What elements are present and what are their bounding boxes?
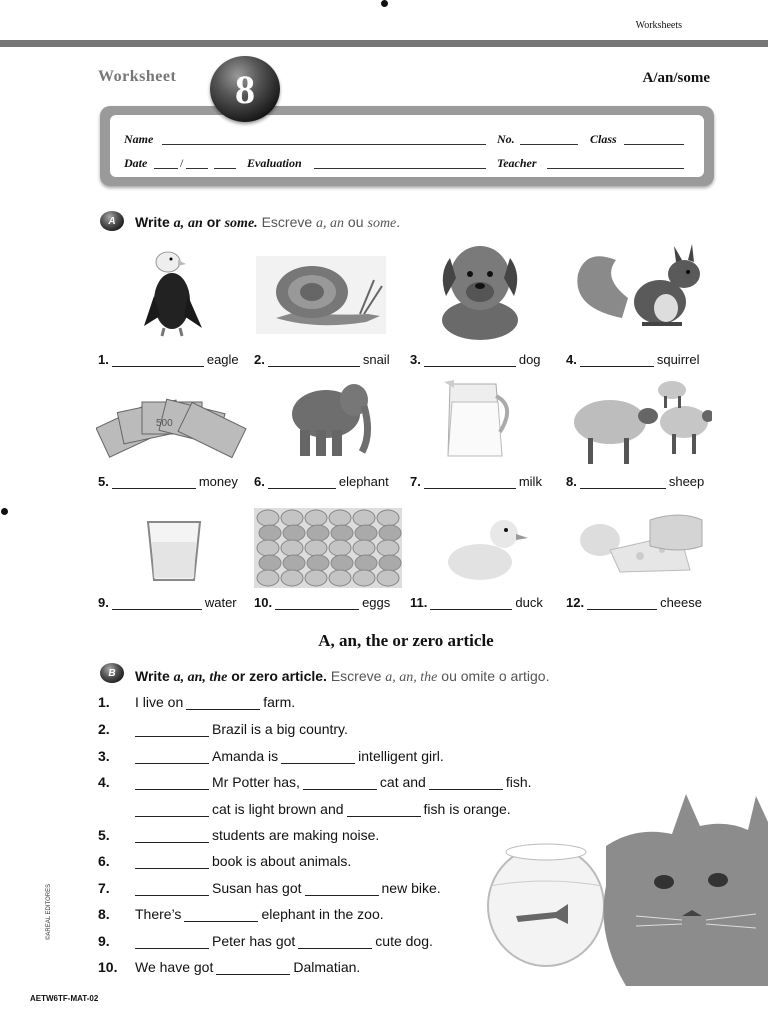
pt-ou: ou	[347, 214, 364, 230]
top-bar	[0, 40, 768, 47]
teacher-field[interactable]	[547, 156, 684, 169]
item-caption: 12. cheese	[566, 595, 702, 610]
section-b-instruction	[135, 668, 549, 686]
item-caption: 4. squirrel	[566, 352, 700, 367]
instr-write: Write	[135, 214, 170, 230]
sentence-row: 7. Susan has got new bike.	[98, 880, 441, 896]
instr-a: a,	[173, 216, 185, 231]
cat-fishbowl-illustration	[486, 786, 768, 986]
answer-blank[interactable]	[186, 697, 260, 710]
evaluation-field[interactable]	[314, 156, 486, 169]
answer-blank[interactable]	[112, 476, 196, 489]
worksheet-number-badge: 8	[210, 56, 280, 122]
sentence-row: 1. I live on farm.	[98, 694, 296, 710]
pt-rest: ou omite o artigo.	[441, 668, 550, 684]
footer-code: AETW6TF-MAT-02	[30, 994, 99, 1003]
answer-blank[interactable]	[184, 909, 258, 922]
sheep-icon	[568, 378, 712, 470]
date-month-field[interactable]	[186, 156, 208, 169]
answer-blank[interactable]	[268, 476, 336, 489]
class-label: Class	[590, 132, 617, 146]
sentence-row: 8. There’s elephant in the zoo.	[98, 906, 384, 922]
no-label: No.	[497, 132, 515, 146]
worksheet-topic: A/an/some	[642, 70, 710, 86]
pt-some: some	[367, 216, 397, 231]
no-field[interactable]	[520, 132, 578, 145]
date-day-field[interactable]	[154, 156, 178, 169]
pt-articles: a, an, the	[385, 670, 438, 685]
money-icon	[96, 388, 248, 464]
sentence-row: 10. We have got Dalmatian.	[98, 959, 361, 975]
answer-blank[interactable]	[430, 597, 512, 610]
instr-rest: or zero article.	[231, 668, 327, 684]
pt-dot: .	[396, 214, 401, 230]
answer-blank[interactable]	[135, 777, 209, 790]
class-field[interactable]	[624, 132, 684, 145]
section-a-instruction	[135, 214, 400, 232]
answer-blank[interactable]	[268, 354, 360, 367]
item-caption: 1. eagle	[98, 352, 239, 367]
answer-blank[interactable]	[281, 751, 355, 764]
item-caption: 5. money	[98, 474, 238, 489]
answer-blank[interactable]	[135, 804, 209, 817]
name-field[interactable]	[162, 132, 486, 145]
instr-write: Write	[135, 668, 170, 684]
sentence-row: 4. Mr Potter has, cat and fish.	[98, 774, 532, 790]
answer-blank[interactable]	[587, 597, 657, 610]
page-dot	[381, 0, 388, 7]
instr-an: an	[188, 216, 203, 231]
answer-blank[interactable]	[580, 476, 666, 489]
cheese-icon	[580, 510, 704, 576]
sentence-row: 5. students are making noise.	[98, 827, 380, 843]
sentence-row: cat is light brown and fish is orange.	[98, 801, 511, 817]
answer-blank[interactable]	[303, 777, 377, 790]
name-label: Name	[124, 132, 154, 146]
date-year-field[interactable]	[214, 156, 236, 169]
answer-blank[interactable]	[424, 354, 516, 367]
answer-blank[interactable]	[424, 476, 516, 489]
evaluation-label: Evaluation	[247, 156, 302, 170]
section-b-badge: B	[100, 663, 124, 683]
answer-blank[interactable]	[580, 354, 654, 367]
item-caption: 9. water	[98, 595, 237, 610]
answer-blank[interactable]	[135, 724, 209, 737]
answer-blank[interactable]	[112, 354, 204, 367]
answer-blank[interactable]	[298, 936, 372, 949]
student-info-panel	[110, 115, 704, 177]
item-caption: 3. dog	[410, 352, 541, 367]
eagle-icon	[140, 246, 206, 338]
date-label: Date	[124, 156, 148, 170]
answer-blank[interactable]	[135, 883, 209, 896]
item-caption: 2. snail	[254, 352, 390, 367]
answer-blank[interactable]	[305, 883, 379, 896]
answer-blank[interactable]	[135, 751, 209, 764]
snail-icon	[256, 256, 386, 334]
item-caption: 10. eggs	[254, 595, 391, 610]
answer-blank[interactable]	[216, 962, 290, 975]
answer-blank[interactable]	[135, 936, 209, 949]
sentence-row: 2. Brazil is a big country.	[98, 721, 348, 737]
sentence-row: 9. Peter has got cute dog.	[98, 933, 433, 949]
teacher-label: Teacher	[497, 156, 537, 170]
date-separator: /	[180, 156, 184, 170]
duckling-icon	[440, 510, 528, 586]
item-caption: 8. sheep	[566, 474, 705, 489]
pt-a-an: a, an	[316, 216, 345, 231]
item-caption: 11. duck	[410, 595, 543, 610]
section-b-title: A, an, the or zero article	[318, 631, 494, 650]
answer-blank[interactable]	[135, 856, 209, 869]
sentence-row: 3. Amanda is intelligent girl.	[98, 748, 444, 764]
sentence-row: 6. book is about animals.	[98, 853, 352, 869]
answer-blank[interactable]	[135, 830, 209, 843]
svg-text:500: 500	[156, 418, 173, 429]
answer-blank[interactable]	[347, 804, 421, 817]
publisher-vertical: ©AREAL EDITORES	[46, 883, 52, 940]
pt-escreve: Escreve	[330, 668, 382, 684]
instr-articles: a, an, the	[173, 670, 228, 685]
elephant-icon	[286, 374, 372, 460]
answer-blank[interactable]	[112, 597, 202, 610]
instr-some: some.	[224, 216, 258, 231]
item-caption: 6. elephant	[254, 474, 389, 489]
milk-icon	[440, 376, 516, 460]
section-a-badge: A	[100, 211, 124, 231]
header-label: Worksheets	[635, 20, 682, 31]
item-caption: 7. milk	[410, 474, 542, 489]
dog-icon	[434, 238, 524, 342]
pt-escreve: Escreve	[261, 214, 313, 230]
water-glass-icon	[144, 518, 204, 584]
instr-or: or	[206, 214, 221, 230]
squirrel-icon	[572, 238, 710, 334]
page-dot	[1, 508, 8, 515]
eggs-icon	[254, 508, 402, 588]
worksheet-word: Worksheet	[98, 68, 177, 85]
answer-blank[interactable]	[275, 597, 359, 610]
